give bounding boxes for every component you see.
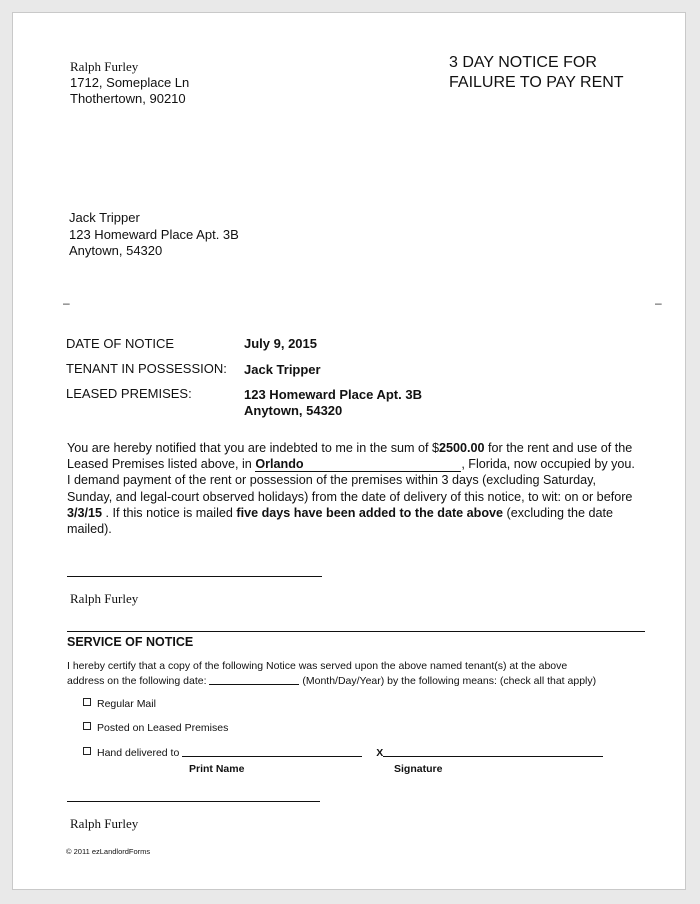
leased-premises-value xyxy=(244,387,422,418)
option-regular-mail xyxy=(83,697,156,712)
cert-text-b: (Month/Day/Year) by the following means: (check all that apply) xyxy=(302,675,597,687)
posted-label: Posted on Leased Premises xyxy=(97,722,229,734)
notice-page xyxy=(12,12,686,890)
server-signature-line xyxy=(67,801,320,802)
recipient-address-line2: Anytown, 54320 xyxy=(69,243,163,258)
certification-line2 xyxy=(67,674,596,689)
sender-address-line1: 1712, Someplace Ln xyxy=(70,75,190,90)
notice-body xyxy=(67,440,637,537)
tenant-label: TENANT IN POSSESSION: xyxy=(66,361,227,376)
sender-address-line2: Thothertown, 90210 xyxy=(70,91,186,106)
recipient-block xyxy=(69,210,239,260)
sender-name: Ralph Furley xyxy=(70,59,139,74)
regular-mail-label: Regular Mail xyxy=(97,698,156,710)
fold-mark-right: – xyxy=(655,296,662,310)
option-posted xyxy=(83,721,228,736)
premises-line2: Anytown, 54320 xyxy=(244,402,343,418)
sender-block xyxy=(70,59,189,107)
option-hand-delivered xyxy=(83,746,603,761)
body-text-1: You are hereby notified that you are indebted to me in the sum of $ xyxy=(67,441,439,455)
certification-line1: I hereby certify that a copy of the following Notice was served upon the above named tenant(s) at the above xyxy=(67,660,568,672)
leased-premises-label: LEASED PREMISES: xyxy=(66,386,192,401)
body-text-3: , Florida, now occupied by you. I demand payment of the rent or possession of the premises within 3 days (excluding Saturday, Sunday, and legal-court observed holidays) from the date of delivery of this notice, to wit: on or before xyxy=(67,457,635,504)
regular-mail-checkbox[interactable] xyxy=(83,698,91,706)
signature-label: Signature xyxy=(394,763,443,775)
city-value: Orlando xyxy=(255,457,304,472)
recipient-name: Jack Tripper xyxy=(69,210,140,225)
service-divider xyxy=(67,631,645,632)
body-text-4: . If this notice is mailed xyxy=(102,505,237,520)
notice-title xyxy=(449,53,624,93)
deadline-date: 3/3/15 xyxy=(67,505,103,520)
cert-text-a: address on the following date: xyxy=(67,675,207,687)
notice-title-line1: 3 DAY NOTICE FOR xyxy=(449,54,597,71)
service-title: SERVICE OF NOTICE xyxy=(67,635,194,649)
city-field xyxy=(255,458,461,472)
posted-checkbox[interactable] xyxy=(83,722,91,730)
landlord-signature-line xyxy=(67,576,322,577)
print-name-field[interactable] xyxy=(182,746,362,757)
mailing-clause: five days have been added to the date above xyxy=(236,505,504,520)
body-text-2: for the rent and use of the Leased Premises listed above, in xyxy=(67,441,633,472)
server-signature-name: Ralph Furley xyxy=(70,816,139,831)
body-text-5: (excluding the date mailed). xyxy=(67,505,613,537)
fold-mark-left: – xyxy=(63,296,70,310)
notice-title-line2: FAILURE TO PAY RENT xyxy=(449,74,624,91)
date-of-notice-value: July 9, 2015 xyxy=(244,336,317,351)
rent-amount: 2500.00 xyxy=(439,441,485,455)
x-mark: X xyxy=(376,747,384,759)
hand-delivered-label: Hand delivered to xyxy=(97,747,180,759)
landlord-signature-name: Ralph Furley xyxy=(70,591,139,606)
tenant-value: Jack Tripper xyxy=(244,362,321,377)
signature-field[interactable] xyxy=(383,746,603,757)
copyright-footer: © 2011 ezLandlordForms xyxy=(66,847,151,856)
date-of-notice-label: DATE OF NOTICE xyxy=(66,336,175,351)
print-name-label: Print Name xyxy=(189,763,245,775)
service-date-field[interactable] xyxy=(209,674,299,685)
hand-delivered-checkbox[interactable] xyxy=(83,747,91,755)
recipient-address-line1: 123 Homeward Place Apt. 3B xyxy=(69,226,239,242)
premises-line1: 123 Homeward Place Apt. 3B xyxy=(244,387,422,402)
